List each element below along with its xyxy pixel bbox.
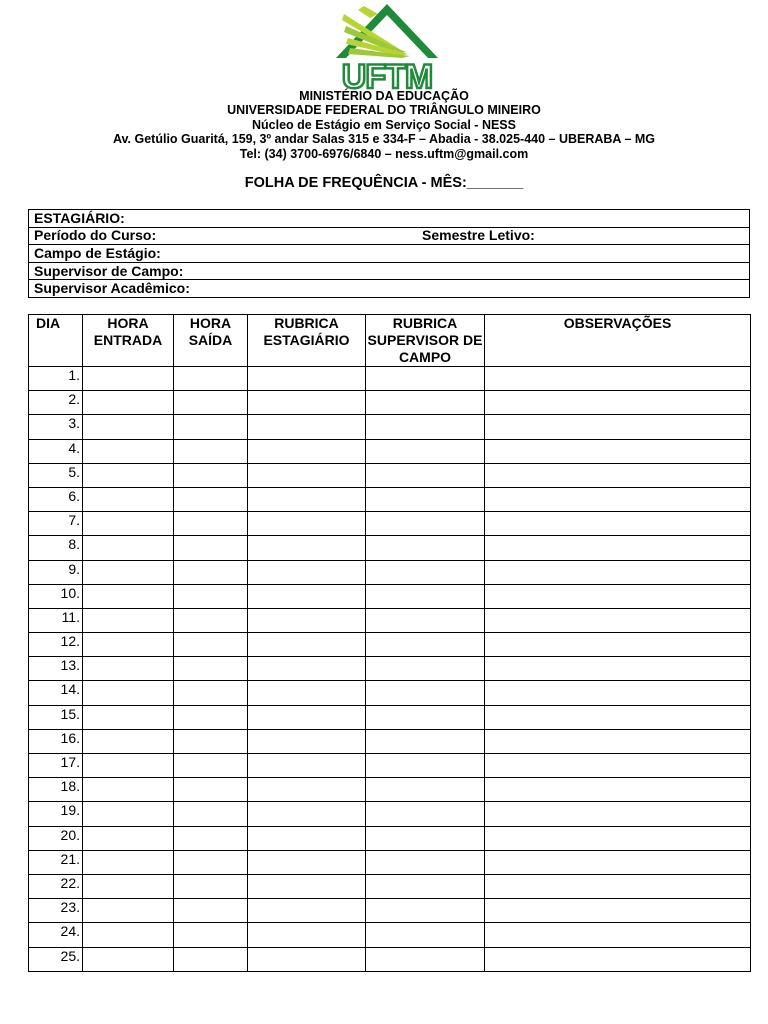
table-row <box>29 367 751 391</box>
saida-cell[interactable] <box>174 899 248 923</box>
saida-cell[interactable] <box>174 923 248 947</box>
entrada-cell[interactable] <box>83 463 174 487</box>
semester-field: Semestre Letivo: <box>422 227 535 244</box>
rubrica-supervisor-cell[interactable] <box>366 657 485 681</box>
day-number-cell: 16. <box>29 729 83 753</box>
day-number-cell: 20. <box>29 826 83 850</box>
entrada-cell[interactable] <box>83 850 174 874</box>
rubrica-supervisor-cell[interactable] <box>366 802 485 826</box>
observacoes-cell[interactable] <box>485 560 751 584</box>
nucleus-line: Núcleo de Estágio em Serviço Social - NESS <box>252 117 516 132</box>
saida-cell[interactable] <box>174 947 248 971</box>
observacoes-cell[interactable] <box>485 923 751 947</box>
observacoes-cell[interactable] <box>485 657 751 681</box>
day-number-cell: 22. <box>29 874 83 898</box>
saida-cell[interactable] <box>174 802 248 826</box>
day-number-cell: 1. <box>29 367 83 391</box>
header-hora-entrada: HORA ENTRADA <box>83 315 174 367</box>
day-number-cell: 13. <box>29 657 83 681</box>
table-row <box>29 923 751 947</box>
table-row <box>29 391 751 415</box>
rubrica-estagiario-cell[interactable] <box>248 657 366 681</box>
entrada-cell[interactable] <box>83 947 174 971</box>
table-row <box>29 705 751 729</box>
rubrica-supervisor-cell[interactable] <box>366 584 485 608</box>
saida-cell[interactable] <box>174 681 248 705</box>
entrada-cell[interactable] <box>83 391 174 415</box>
rubrica-estagiario-cell[interactable] <box>248 415 366 439</box>
entrada-cell[interactable] <box>83 367 174 391</box>
saida-cell[interactable] <box>174 729 248 753</box>
intern-info-table <box>28 209 750 298</box>
entrada-cell[interactable] <box>83 729 174 753</box>
rubrica-estagiario-cell[interactable] <box>248 487 366 511</box>
saida-cell[interactable] <box>174 778 248 802</box>
rubrica-estagiario-cell[interactable] <box>248 536 366 560</box>
rubrica-estagiario-cell[interactable] <box>248 512 366 536</box>
rubrica-estagiario-cell[interactable] <box>248 391 366 415</box>
rubrica-supervisor-cell[interactable] <box>366 754 485 778</box>
observacoes-cell[interactable] <box>485 512 751 536</box>
header-dia: DIA <box>29 315 83 367</box>
table-row <box>29 778 751 802</box>
rubrica-estagiario-cell[interactable] <box>248 367 366 391</box>
rubrica-estagiario-cell[interactable] <box>248 947 366 971</box>
saida-cell[interactable] <box>174 584 248 608</box>
entrada-cell[interactable] <box>83 536 174 560</box>
rubrica-estagiario-cell[interactable] <box>248 729 366 753</box>
saida-cell[interactable] <box>174 850 248 874</box>
observacoes-cell[interactable] <box>485 778 751 802</box>
rubrica-supervisor-cell[interactable] <box>366 512 485 536</box>
entrada-cell[interactable] <box>83 439 174 463</box>
day-number-cell: 12. <box>29 633 83 657</box>
table-row <box>29 874 751 898</box>
saida-cell[interactable] <box>174 633 248 657</box>
day-number-cell: 2. <box>29 391 83 415</box>
observacoes-cell[interactable] <box>485 874 751 898</box>
table-row <box>29 633 751 657</box>
academic-supervisor-field[interactable]: Supervisor Acadêmico: <box>29 280 750 298</box>
period-row[interactable] <box>29 227 750 245</box>
entrada-cell[interactable] <box>83 874 174 898</box>
rubrica-supervisor-cell[interactable] <box>366 415 485 439</box>
entrada-cell[interactable] <box>83 681 174 705</box>
day-number-cell: 14. <box>29 681 83 705</box>
rubrica-supervisor-cell[interactable] <box>366 633 485 657</box>
uftm-logo <box>334 2 440 90</box>
day-number-cell: 23. <box>29 899 83 923</box>
entrada-cell[interactable] <box>83 899 174 923</box>
day-number-cell: 24. <box>29 923 83 947</box>
saida-cell[interactable] <box>174 826 248 850</box>
table-row <box>29 463 751 487</box>
saida-cell[interactable] <box>174 391 248 415</box>
logo-text: UFTM <box>341 58 433 90</box>
rubrica-supervisor-cell[interactable] <box>366 367 485 391</box>
observacoes-cell[interactable] <box>485 947 751 971</box>
attendance-rows <box>29 367 751 972</box>
rubrica-supervisor-cell[interactable] <box>366 729 485 753</box>
saida-cell[interactable] <box>174 536 248 560</box>
day-number-cell: 11. <box>29 608 83 632</box>
saida-cell[interactable] <box>174 415 248 439</box>
entrada-cell[interactable] <box>83 608 174 632</box>
rubrica-estagiario-cell[interactable] <box>248 754 366 778</box>
rubrica-supervisor-cell[interactable] <box>366 778 485 802</box>
observacoes-cell[interactable] <box>485 633 751 657</box>
entrada-cell[interactable] <box>83 512 174 536</box>
day-number-cell: 6. <box>29 487 83 511</box>
table-row <box>29 947 751 971</box>
observacoes-cell[interactable] <box>485 899 751 923</box>
observacoes-cell[interactable] <box>485 536 751 560</box>
day-number-cell: 15. <box>29 705 83 729</box>
entrada-cell[interactable] <box>83 657 174 681</box>
day-number-cell: 17. <box>29 754 83 778</box>
observacoes-cell[interactable] <box>485 439 751 463</box>
entrada-cell[interactable] <box>83 802 174 826</box>
table-row <box>29 850 751 874</box>
header-hora-saida: HORA SAÍDA <box>174 315 248 367</box>
rubrica-estagiario-cell[interactable] <box>248 681 366 705</box>
rubrica-estagiario-cell[interactable] <box>248 826 366 850</box>
day-number-cell: 19. <box>29 802 83 826</box>
rubrica-estagiario-cell[interactable] <box>248 802 366 826</box>
rubrica-supervisor-cell[interactable] <box>366 850 485 874</box>
saida-cell[interactable] <box>174 705 248 729</box>
table-row <box>29 415 751 439</box>
rubrica-supervisor-cell[interactable] <box>366 536 485 560</box>
saida-cell[interactable] <box>174 874 248 898</box>
rubrica-supervisor-cell[interactable] <box>366 923 485 947</box>
contact-line: Tel: (34) 3700-6976/6840 – ness.uftm@gmail.com <box>239 146 529 161</box>
rubrica-supervisor-cell[interactable] <box>366 608 485 632</box>
table-row <box>29 512 751 536</box>
table-row <box>29 608 751 632</box>
table-row <box>29 681 751 705</box>
saida-cell[interactable] <box>174 560 248 584</box>
rubrica-estagiario-cell[interactable] <box>248 874 366 898</box>
entrada-cell[interactable] <box>83 923 174 947</box>
entrada-cell[interactable] <box>83 633 174 657</box>
rubrica-estagiario-cell[interactable] <box>248 584 366 608</box>
field-field[interactable]: Campo de Estágio: <box>29 245 750 263</box>
entrada-cell[interactable] <box>83 705 174 729</box>
day-number-cell: 5. <box>29 463 83 487</box>
rubrica-supervisor-cell[interactable] <box>366 874 485 898</box>
table-row <box>29 826 751 850</box>
saida-cell[interactable] <box>174 608 248 632</box>
ministry-line: MINISTÉRIO DA EDUCAÇÃO <box>299 89 469 103</box>
entrada-cell[interactable] <box>83 826 174 850</box>
table-row <box>29 729 751 753</box>
day-number-cell: 10. <box>29 584 83 608</box>
attendance-table <box>28 314 751 972</box>
rubrica-supervisor-cell[interactable] <box>366 439 485 463</box>
entrada-cell[interactable] <box>83 487 174 511</box>
field-supervisor-field[interactable]: Supervisor de Campo: <box>29 262 750 280</box>
rubrica-estagiario-cell[interactable] <box>248 439 366 463</box>
observacoes-cell[interactable] <box>485 415 751 439</box>
table-row <box>29 899 751 923</box>
observacoes-cell[interactable] <box>485 487 751 511</box>
observacoes-cell[interactable] <box>485 367 751 391</box>
observacoes-cell[interactable] <box>485 681 751 705</box>
rubrica-estagiario-cell[interactable] <box>248 705 366 729</box>
rubrica-supervisor-cell[interactable] <box>366 826 485 850</box>
rubrica-estagiario-cell[interactable] <box>248 899 366 923</box>
entrada-cell[interactable] <box>83 754 174 778</box>
form-title: FOLHA DE FREQUÊNCIA - MÊS:_______ <box>244 175 524 191</box>
saida-cell[interactable] <box>174 754 248 778</box>
institution-header <box>0 89 768 161</box>
day-number-cell: 25. <box>29 947 83 971</box>
rubrica-supervisor-cell[interactable] <box>366 487 485 511</box>
observacoes-cell[interactable] <box>485 391 751 415</box>
header-observacoes: OBSERVAÇÕES <box>485 315 751 367</box>
intern-field[interactable]: ESTAGIÁRIO: <box>29 210 750 228</box>
header-rubrica-estagiario: RUBRICA ESTAGIÁRIO <box>248 315 366 367</box>
observacoes-cell[interactable] <box>485 463 751 487</box>
table-row <box>29 487 751 511</box>
saida-cell[interactable] <box>174 487 248 511</box>
rubrica-estagiario-cell[interactable] <box>248 463 366 487</box>
entrada-cell[interactable] <box>83 415 174 439</box>
address-line: Av. Getúlio Guaritá, 159, 3º andar Salas 315 e 334-F – Abadia - 38.025-440 – UBERABA – MG <box>112 132 656 147</box>
observacoes-cell[interactable] <box>485 850 751 874</box>
entrada-cell[interactable] <box>83 584 174 608</box>
rubrica-supervisor-cell[interactable] <box>366 947 485 971</box>
rubrica-estagiario-cell[interactable] <box>248 923 366 947</box>
saida-cell[interactable] <box>174 367 248 391</box>
observacoes-cell[interactable] <box>485 729 751 753</box>
saida-cell[interactable] <box>174 512 248 536</box>
rubrica-estagiario-cell[interactable] <box>248 608 366 632</box>
day-number-cell: 18. <box>29 778 83 802</box>
observacoes-cell[interactable] <box>485 802 751 826</box>
table-row <box>29 754 751 778</box>
day-number-cell: 3. <box>29 415 83 439</box>
table-row <box>29 584 751 608</box>
table-row <box>29 802 751 826</box>
period-field: Período do Curso: <box>34 227 157 244</box>
rubrica-estagiario-cell[interactable] <box>248 560 366 584</box>
saida-cell[interactable] <box>174 463 248 487</box>
rubrica-supervisor-cell[interactable] <box>366 560 485 584</box>
rubrica-supervisor-cell[interactable] <box>366 899 485 923</box>
day-number-cell: 9. <box>29 560 83 584</box>
rubrica-supervisor-cell[interactable] <box>366 705 485 729</box>
rubrica-supervisor-cell[interactable] <box>366 681 485 705</box>
day-number-cell: 21. <box>29 850 83 874</box>
rubrica-estagiario-cell[interactable] <box>248 778 366 802</box>
observacoes-cell[interactable] <box>485 754 751 778</box>
saida-cell[interactable] <box>174 657 248 681</box>
day-number-cell: 7. <box>29 512 83 536</box>
rubrica-estagiario-cell[interactable] <box>248 850 366 874</box>
observacoes-cell[interactable] <box>485 826 751 850</box>
entrada-cell[interactable] <box>83 560 174 584</box>
saida-cell[interactable] <box>174 439 248 463</box>
rubrica-supervisor-cell[interactable] <box>366 463 485 487</box>
day-number-cell: 8. <box>29 536 83 560</box>
table-row <box>29 536 751 560</box>
day-number-cell: 4. <box>29 439 83 463</box>
rubrica-estagiario-cell[interactable] <box>248 633 366 657</box>
observacoes-cell[interactable] <box>485 584 751 608</box>
header-rubrica-supervisor: RUBRICA SUPERVISOR DE CAMPO <box>366 315 485 367</box>
table-row <box>29 439 751 463</box>
observacoes-cell[interactable] <box>485 705 751 729</box>
rubrica-supervisor-cell[interactable] <box>366 391 485 415</box>
table-row <box>29 560 751 584</box>
table-row <box>29 657 751 681</box>
observacoes-cell[interactable] <box>485 608 751 632</box>
university-line: UNIVERSIDADE FEDERAL DO TRIÂNGULO MINEIRO <box>227 103 541 118</box>
entrada-cell[interactable] <box>83 778 174 802</box>
